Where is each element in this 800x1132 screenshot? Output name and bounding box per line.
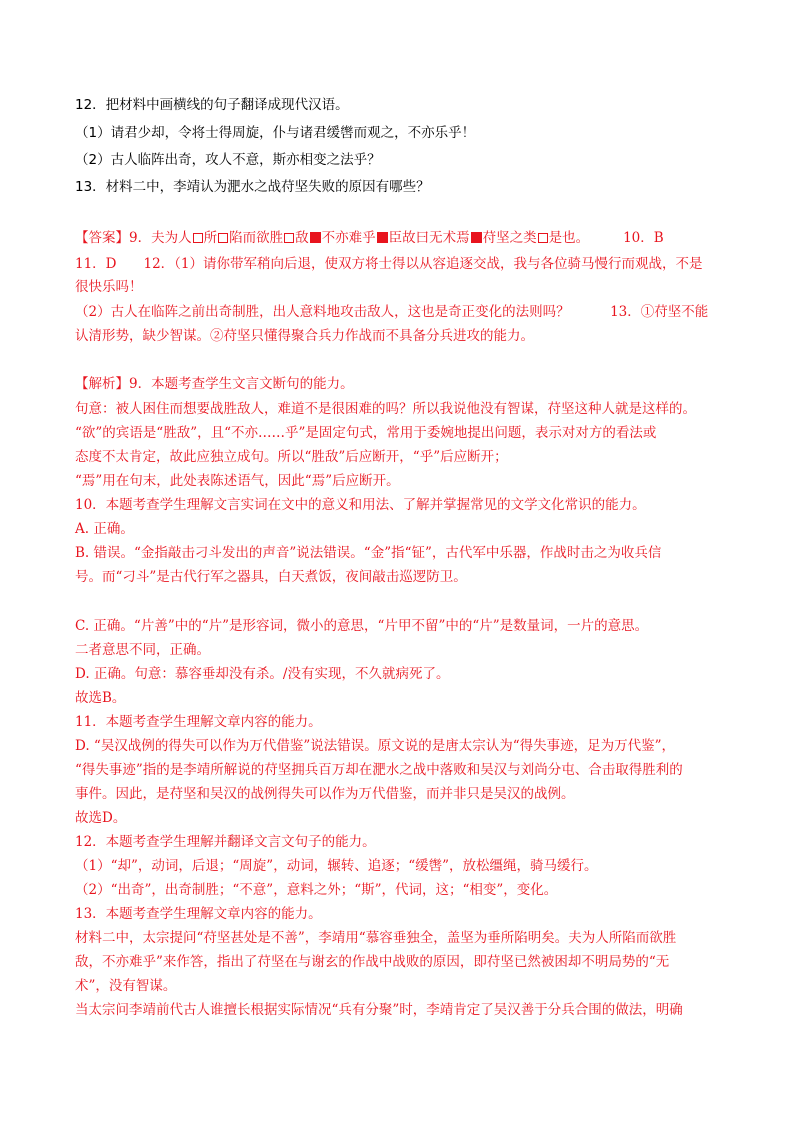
answer-line-5: 认清形势，缺少智谋。②苻坚只懂得聚合兵力作战而不具备分兵进攻的能力。 (75, 328, 534, 344)
analysis-line: 故选D。 (75, 810, 127, 826)
analysis-line: D. 正确。句意：慕容垂却没有杀。/没有实现，不久就病死了。 (75, 666, 450, 682)
break-filled-mark (471, 232, 482, 243)
analysis-line: （2）“出奇”，出奇制胜；“不意”，意料之外；“斯”，代词，这；“相变”，变化。 (75, 882, 558, 898)
analysis-line: （1）“却”，动词，后退；“周旋”，动词，辗转、追逐；“缓辔”，放松缰绳，骑马缓行。 (75, 858, 598, 874)
analysis-line: 故选B。 (75, 690, 126, 706)
analysis-line: 12．本题考查学生理解并翻译文言文句子的能力。 (75, 834, 376, 850)
question-12-title: 12．把材料中画横线的句子翻译成现代汉语。 (75, 97, 349, 113)
analysis-line: D. “吴汉战例的得失可以作为万代借鉴”说法错误。原文说的是唐太宗认为“得失事迹，足为万代鉴”， (75, 738, 676, 754)
break-box-mark (284, 233, 294, 243)
analysis-line: “欲”的宾语是“胜敌”，且“不亦……乎”是固定句式，常用于委婉地提出问题，表示对对方的看法或 (75, 425, 657, 441)
analysis-line: B. 错误。“金指敲击刁斗发出的声音”说法错误。“金”指“钲”，古代军中乐器，作战时击之为收兵信 (75, 545, 662, 561)
analysis-line: “得失事迹”指的是李靖所解说的苻坚拥兵百万却在淝水之战中落败和吴汉与刘尚分屯、合击取得胜利的 (75, 762, 683, 778)
answer-label: 【答案】 (75, 230, 129, 246)
break-box-mark (218, 233, 228, 243)
analysis-line: 态度不太肯定，故此应独立成句。所以“胜敌”后应断开，“乎”后应断开； (75, 449, 508, 465)
answer-line-1: 【答案】9．夫为人 所 陷而欲胜 敌 不亦难乎 臣故曰无术焉 苻坚之类 是也。 10．B (75, 230, 664, 246)
analysis-line: 号。而“刁斗”是古代行军之器具，白天煮饭，夜间敲击巡逻防卫。 (75, 569, 467, 585)
analysis-line: 11．本题考查学生理解文章内容的能力。 (75, 714, 322, 730)
break-filled-mark (310, 232, 321, 243)
analysis-line: 敌，不亦难乎”来作答，指出了苻坚在与谢玄的作战中战败的原因，即苻坚已然被困却不明局势的“无 (75, 954, 670, 970)
analysis-line: 10．本题考查学生理解文言实词在文中的意义和用法、了解并掌握常见的文学文化常识的能力。 (75, 497, 646, 513)
analysis-line: 术”，没有智谋。 (75, 978, 177, 994)
analysis-line: 【解析】9．本题考查学生文言文断句的能力。 (75, 376, 354, 392)
answer-line-2: 11．D 12．（1）请你带军稍向后退，使双方将士得以从容追逐交战，我与各位骑马慢行而观战，不是 (75, 256, 703, 272)
question-12-sentence-2: （2）古人临阵出奇，攻人不意，斯亦相变之法乎？ (75, 152, 381, 168)
break-box-mark (538, 233, 548, 243)
break-box-mark (193, 233, 203, 243)
answer-line-3: 很快乐吗！ (75, 279, 143, 295)
analysis-line: 二者意思不同，正确。 (75, 642, 210, 658)
question-12-sentence-1: （1）请君少却，令将士得周旋，仆与诸君缓辔而观之，不亦乐乎！ (75, 125, 476, 141)
analysis-line: 句意：被人困住而想要战胜敌人，难道不是很困难的吗？所以我说他没有智谋，苻坚这种人就是这样的。 (75, 401, 696, 417)
question-13-title: 13．材料二中，李靖认为淝水之战苻坚失败的原因有哪些？ (75, 179, 430, 195)
analysis-line: 事件。因此，是苻坚和吴汉的战例得失可以作为万代借鉴，而并非只是吴汉的战例。 (75, 786, 575, 802)
analysis-line: “焉”用在句末，此处表陈述语气，因此“焉”后应断开。 (75, 473, 400, 489)
analysis-line: C. 正确。“片善”中的“片”是形容词，微小的意思，“片甲不留”中的“片”是数量词，一片的意思。 (75, 618, 649, 634)
break-filled-mark (377, 232, 388, 243)
analysis-line: 材料二中，太宗提问“苻坚甚处是不善”，李靖用“慕容垂独全，盖坚为垂所陷明矣。夫为人所陷而欲胜 (75, 930, 677, 946)
analysis-line: A. 正确。 (75, 521, 134, 537)
analysis-line: 13．本题考查学生理解文章内容的能力。 (75, 906, 322, 922)
analysis-line: 当太宗问李靖前代古人谁擅长根据实际情况“兵有分聚”时，李靖肯定了吴汉善于分兵合围的做法，明确 (75, 1002, 683, 1018)
answer-line-4: （2）古人在临阵之前出奇制胜，出人意料地攻击敌人，这也是奇正变化的法则吗？ 13．①苻坚不能 (75, 304, 709, 320)
